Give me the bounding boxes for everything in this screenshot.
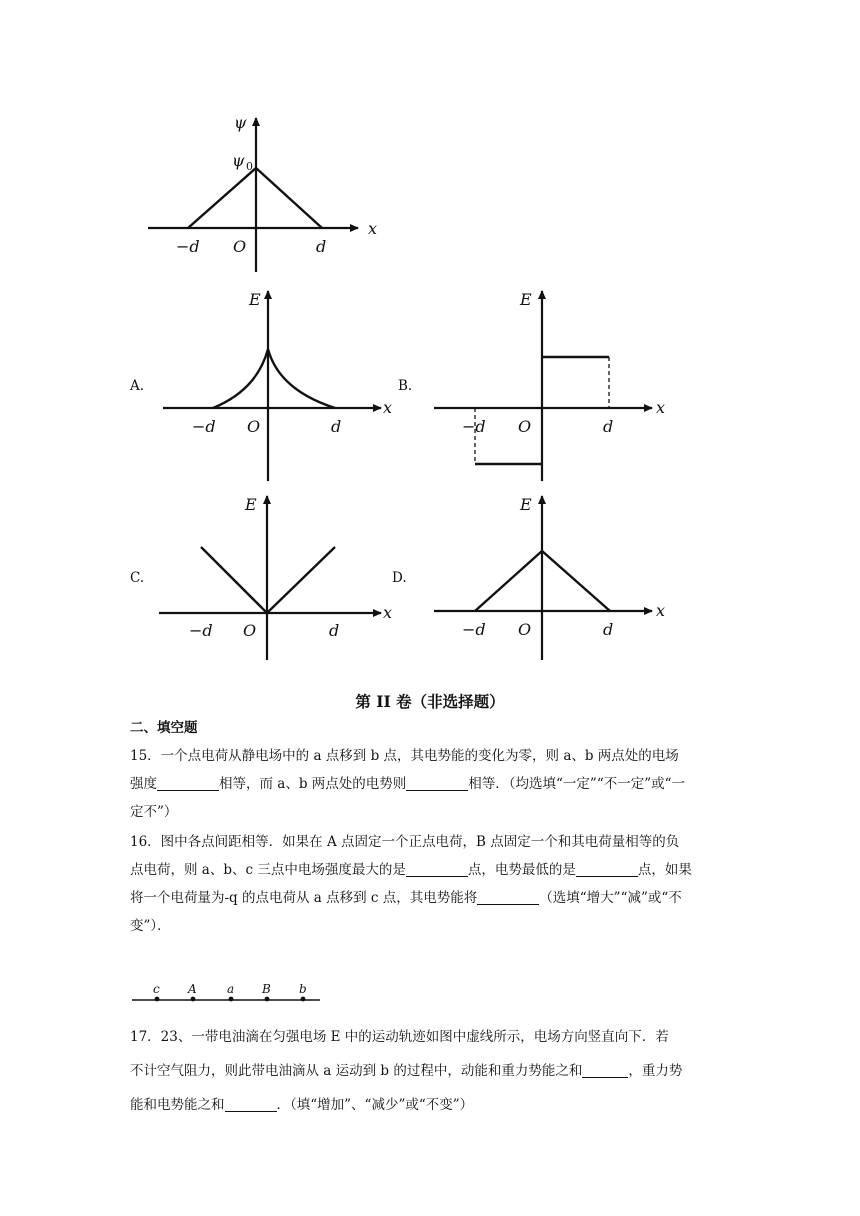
q15-blank-1[interactable] — [157, 774, 219, 791]
point-c-label: c — [153, 982, 160, 996]
section-title: 第 II 卷（非选择题） — [355, 692, 505, 711]
question-15 — [130, 742, 730, 826]
q17-line-1: 17．23、一带电油滴在匀强电场 E 中的运动轨迹如图中虚线所示，电场方向竖直向下．若 — [130, 1029, 669, 1045]
x-axis-label: x — [383, 603, 393, 622]
d-label: d — [603, 620, 614, 639]
x-axis-label: x — [656, 398, 666, 417]
section-heading: 二、填空题 — [130, 720, 198, 736]
x-axis-label: x — [656, 601, 666, 620]
origin-label: O — [518, 620, 532, 639]
q17-line-2: 不计空气阻力，则此带电油滴从 a 运动到 b 的过程中，动能和重力势能之和 ，重力势 — [130, 1063, 683, 1079]
option-b-graph[interactable] — [430, 285, 680, 485]
neg-d-label: −d — [176, 237, 200, 256]
q16-blank-3[interactable] — [477, 888, 539, 905]
question-17 — [130, 1020, 730, 1122]
q16-line-2: 点电荷，则 a、b、c 三点中电场强度最大的是 点，电势最低的是 点，如果 — [130, 862, 692, 878]
y-axis-label: E — [245, 495, 257, 514]
q16-blank-2[interactable] — [576, 860, 638, 877]
peak-label: ψ — [232, 151, 245, 170]
origin-label: O — [518, 417, 532, 436]
point-a-label: a — [227, 982, 235, 996]
peak-subscript: 0 — [246, 160, 253, 173]
y-axis-label: E — [520, 290, 532, 309]
point-b-label: b — [299, 982, 307, 996]
neg-d-label: −d — [189, 621, 213, 640]
option-a-letter[interactable]: A. — [130, 378, 145, 394]
option-c-graph[interactable] — [155, 490, 405, 665]
neg-d-label: −d — [462, 620, 486, 639]
q16-blank-1[interactable] — [406, 860, 468, 877]
x-axis-label: x — [383, 398, 393, 417]
origin-label: O — [233, 237, 247, 256]
q16-line-1: 16．图中各点间距相等．如果在 A 点固定一个正点电荷，B 点固定一个和其电荷量相等的负 — [130, 834, 680, 850]
point-B-label: B — [262, 982, 271, 996]
x-axis-label: x — [368, 219, 378, 238]
question-16 — [130, 828, 730, 940]
q17-blank-1[interactable] — [582, 1061, 628, 1078]
option-c-letter[interactable]: C. — [130, 570, 145, 586]
origin-label: O — [247, 417, 261, 436]
neg-d-label: −d — [192, 417, 216, 436]
q15-line-2: 强度 相等，而 a、b 两点处的电势则 相等．（均选填“一定”“不一定”或“一 — [130, 776, 686, 792]
q17-blank-2[interactable] — [225, 1095, 277, 1112]
option-d-graph[interactable] — [430, 490, 680, 665]
origin-label: O — [243, 621, 257, 640]
q15-line-1: 15．一个点电荷从静电场中的 a 点移到 b 点，其电势能的变化为零，则 a、b 两点处的电场 — [130, 748, 679, 764]
option-d-letter[interactable]: D. — [392, 570, 407, 586]
option-a-graph[interactable] — [155, 285, 405, 485]
d-label: d — [603, 417, 614, 436]
neg-d-label: −d — [462, 417, 486, 436]
q17-line-3: 能和电势能之和 ．（填“增加”、“减少”或“不变”） — [130, 1097, 474, 1113]
q16-line-3: 将一个电荷量为-q 的点电荷从 a 点移到 c 点，其电势能将 （选填“增大”“减”或“不 — [130, 890, 682, 906]
y-axis-label: E — [520, 495, 532, 514]
q15-blank-2[interactable] — [406, 774, 468, 791]
option-b-letter[interactable]: B. — [398, 378, 413, 394]
d-label: d — [331, 417, 342, 436]
q15-line-3: 定不”） — [130, 804, 178, 820]
q16-line-4: 变”）． — [130, 918, 171, 934]
y-axis-label: ψ — [234, 113, 247, 132]
y-axis-label: E — [249, 290, 261, 309]
point-A-label: A — [188, 982, 197, 996]
psi-graph — [140, 110, 400, 280]
d-label: d — [316, 237, 327, 256]
d-label: d — [329, 621, 340, 640]
points-line-figure — [130, 980, 330, 1010]
